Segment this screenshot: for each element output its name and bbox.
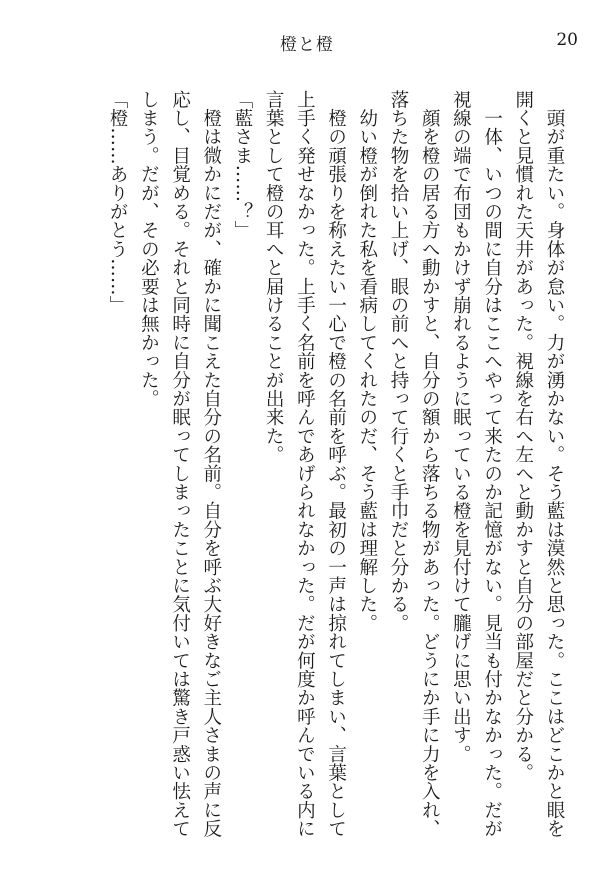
page-title: 橙と橙 xyxy=(280,35,334,55)
vertical-text-body xyxy=(40,90,570,850)
dialogue-line: 「橙……ありがとう……」 xyxy=(107,90,129,315)
paragraph: 橙の頑張りを称えたい一心で橙の名前を呼ぶ。最初の一声は掠れてしまい、言葉として上手く発せなかった。上手く名前を呼んであげられなかった。だが何度か呼んでいる内に言葉として橙の耳へと届けることが出来た。 xyxy=(263,90,347,838)
paragraph: 幼い橙が倒れた私を看病してくれたのだ、そう藍は理解した。 xyxy=(356,90,378,633)
paragraph: 一体、いつの間に自分はここへやって来たのか記憶がない。見当も付かなかった。だが視線の端で布団もかけず崩れるように眠っている橙を見付けて朧げに思い出す。 xyxy=(450,90,503,838)
paragraph: 頭が重たい。身体が怠い。力が湧かない。そう藍は漠然と思った。ここはどこかと眼を開くと見慣れた天井があった。視線を右へ左へと動かすと自分の部屋だと分かる。 xyxy=(512,90,565,838)
paragraph: 顔を橙の居る方へ動かすと、自分の額から落ちる物があった。どうにか手に力を入れ、落ちた物を拾い上げ、眼の前へと持って行くと手巾だと分かる。 xyxy=(387,90,441,838)
page-number: 20 xyxy=(556,30,578,50)
page-header xyxy=(0,30,614,60)
paragraph: 橙は微かにだが、確かに聞こえた自分の名前。自分を呼ぶ大好きなご主人さまの声に反応し、目覚める。それと同時に自分が眠ってしまったことに気付いては驚き戸惑い怯えてしまう。だが、その必要は無かった。 xyxy=(138,90,222,838)
dialogue-line: 「藍さま……？」 xyxy=(231,90,253,240)
